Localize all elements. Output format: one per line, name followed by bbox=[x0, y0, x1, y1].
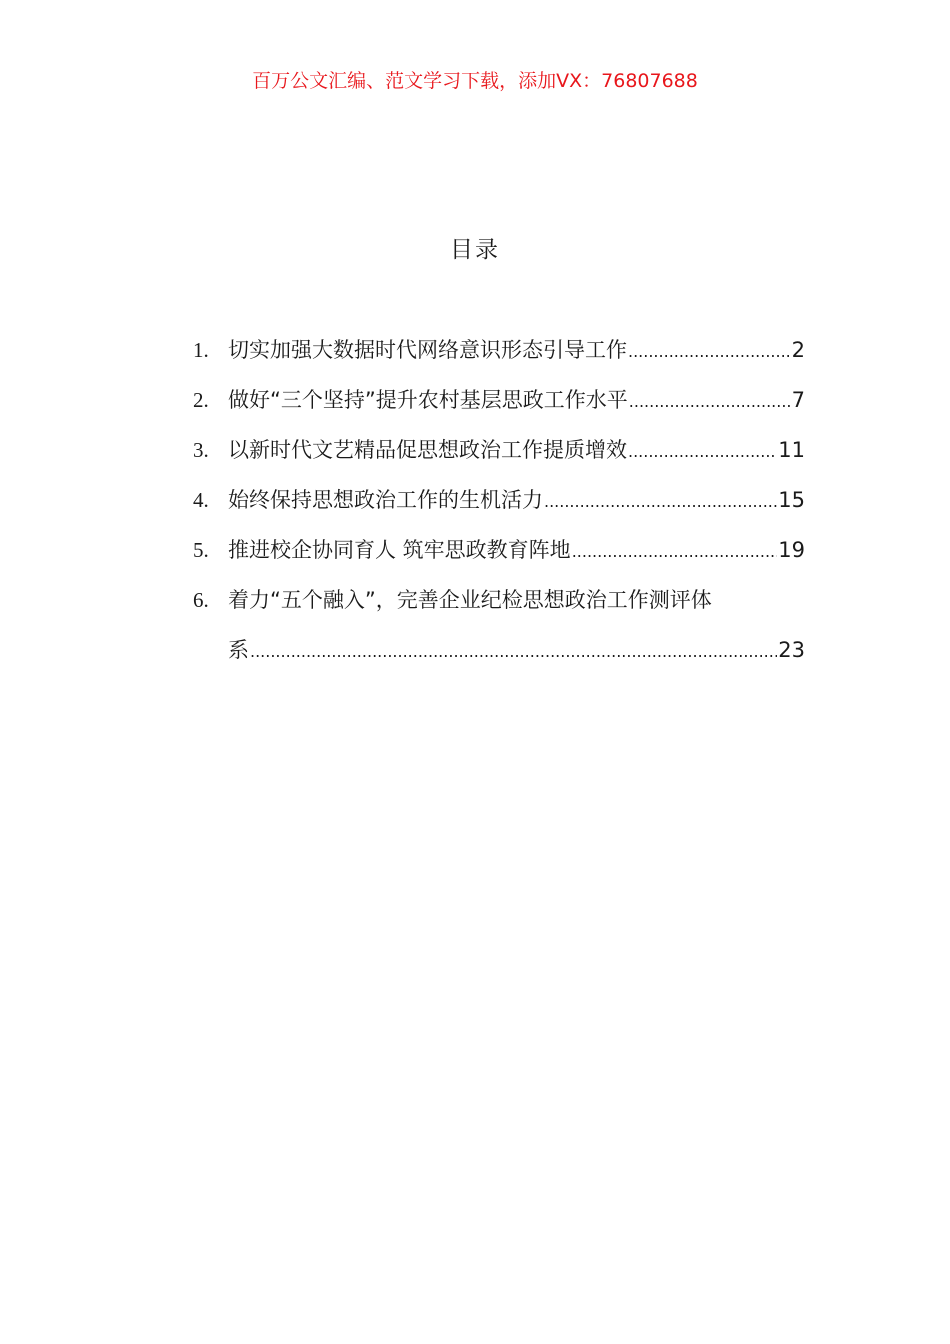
toc-entry-number: 2. bbox=[193, 388, 209, 412]
toc-entry-title-line2: 系 bbox=[228, 638, 249, 662]
toc-leader-dots bbox=[572, 532, 778, 572]
toc-entry-number: 5. bbox=[193, 538, 209, 562]
toc-entry-page: 11 bbox=[778, 438, 805, 462]
toc-entry-number: 1. bbox=[193, 338, 209, 362]
toc-leader-dots bbox=[250, 632, 777, 672]
toc-entry-title: 始终保持思想政治工作的生机活力 bbox=[228, 488, 543, 512]
toc-entry-page: 19 bbox=[778, 538, 805, 562]
toc-entry-title: 以新时代文艺精品促思想政治工作提质增效 bbox=[228, 438, 627, 462]
toc-leader-dots bbox=[544, 482, 777, 522]
toc-entry-title: 切实加强大数据时代网络意识形态引导工作 bbox=[228, 338, 627, 362]
toc-title: 目录 bbox=[450, 237, 500, 263]
toc-entry-6[interactable] bbox=[193, 580, 805, 670]
toc-leader-dots bbox=[628, 432, 777, 472]
toc-entry-number: 4. bbox=[193, 488, 209, 512]
toc-entry-title: 推进校企协同育人 筑牢思政教育阵地 bbox=[228, 538, 571, 562]
toc-entry-4[interactable] bbox=[193, 480, 805, 520]
toc-entry-title: 做好“三个坚持”提升农村基层思政工作水平 bbox=[228, 388, 628, 412]
toc-entry-page: 15 bbox=[778, 488, 805, 512]
toc-leader-dots bbox=[629, 382, 791, 422]
header-contact-note: 百万公文汇编、范文学习下载，添加VX：76807688 bbox=[252, 70, 698, 92]
toc-entry-page: 2 bbox=[791, 338, 805, 362]
toc-entry-5[interactable] bbox=[193, 530, 805, 570]
toc-entry-number: 6. bbox=[193, 588, 209, 612]
toc-entry-3[interactable] bbox=[193, 430, 805, 470]
toc-entry-title-line1: 着力“五个融入”，完善企业纪检思想政治工作测评体 bbox=[228, 588, 712, 612]
table-of-contents bbox=[193, 330, 805, 680]
toc-leader-dots bbox=[628, 332, 791, 372]
toc-entry-number: 3. bbox=[193, 438, 209, 462]
toc-entry-page: 7 bbox=[791, 388, 805, 412]
toc-entry-page: 23 bbox=[778, 638, 805, 662]
toc-entry-1[interactable] bbox=[193, 330, 805, 370]
toc-entry-2[interactable] bbox=[193, 380, 805, 420]
